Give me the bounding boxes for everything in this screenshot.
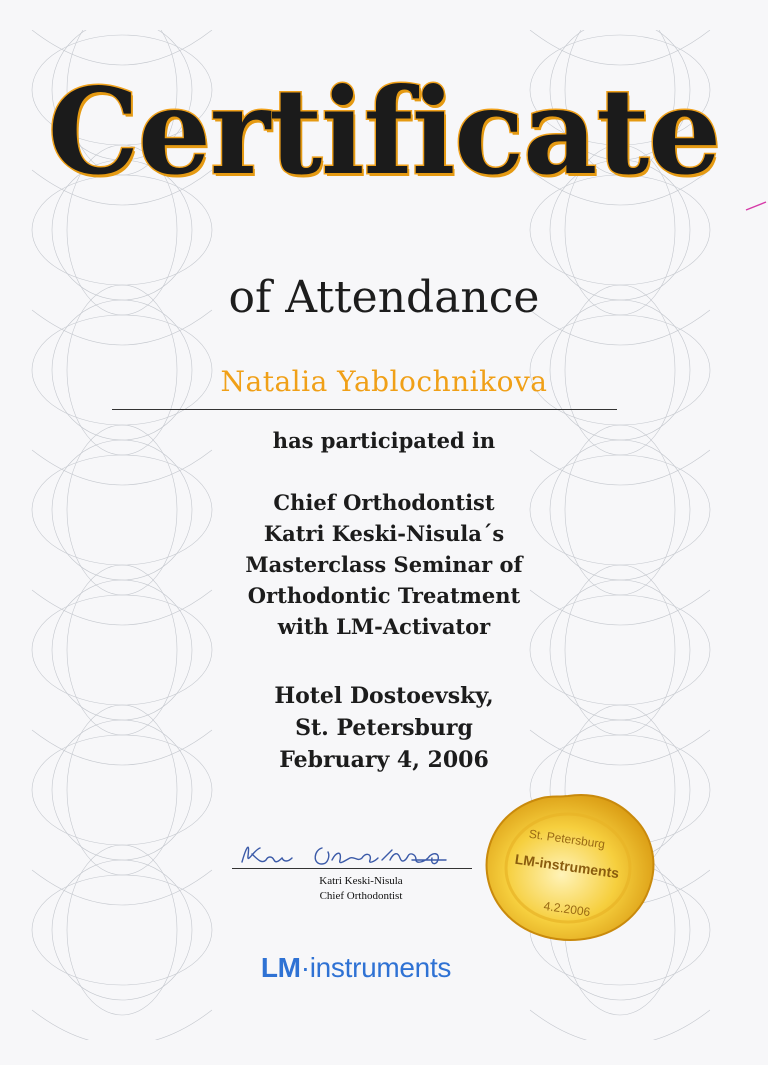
recipient-name: Natalia Yablochnikova: [220, 365, 548, 398]
recipient-underline: [112, 409, 617, 410]
signer-name: Katri Keski-Nisula: [319, 875, 403, 887]
certificate-subtitle: of Attendance: [228, 272, 540, 323]
seminar-line: Katri Keski-Nisula´s: [263, 521, 505, 546]
venue-line: St. Petersburg: [295, 715, 473, 741]
venue-line: Hotel Dostoevsky,: [274, 683, 494, 709]
seal-date: 4.2.2006: [542, 898, 592, 920]
logo-brand: LM: [260, 952, 301, 983]
event-date: February 4, 2006: [279, 747, 489, 773]
seminar-description: [0, 487, 768, 642]
pen-mark: [744, 198, 768, 214]
venue-and-date: [0, 680, 768, 776]
logo-dot: ·: [300, 952, 310, 983]
signer-role: Chief Orthodontist: [319, 890, 403, 902]
participation-statement: has participated in: [272, 428, 496, 453]
lm-instruments-logo: [0, 952, 712, 984]
logo-suffix: instruments: [309, 952, 452, 983]
seminar-line: with LM-Activator: [277, 614, 491, 639]
signature-line: [232, 868, 472, 869]
signer-block: [236, 874, 486, 904]
seminar-line: Masterclass Seminar of: [245, 552, 523, 577]
seal-city: St. Petersburg: [528, 826, 606, 852]
certificate-title: Certificate: [47, 62, 721, 201]
seal-brand: LM-instruments: [513, 850, 621, 882]
seminar-line: Chief Orthodontist: [273, 490, 495, 515]
seminar-line: Orthodontic Treatment: [247, 583, 521, 608]
gold-seal: [476, 790, 658, 942]
